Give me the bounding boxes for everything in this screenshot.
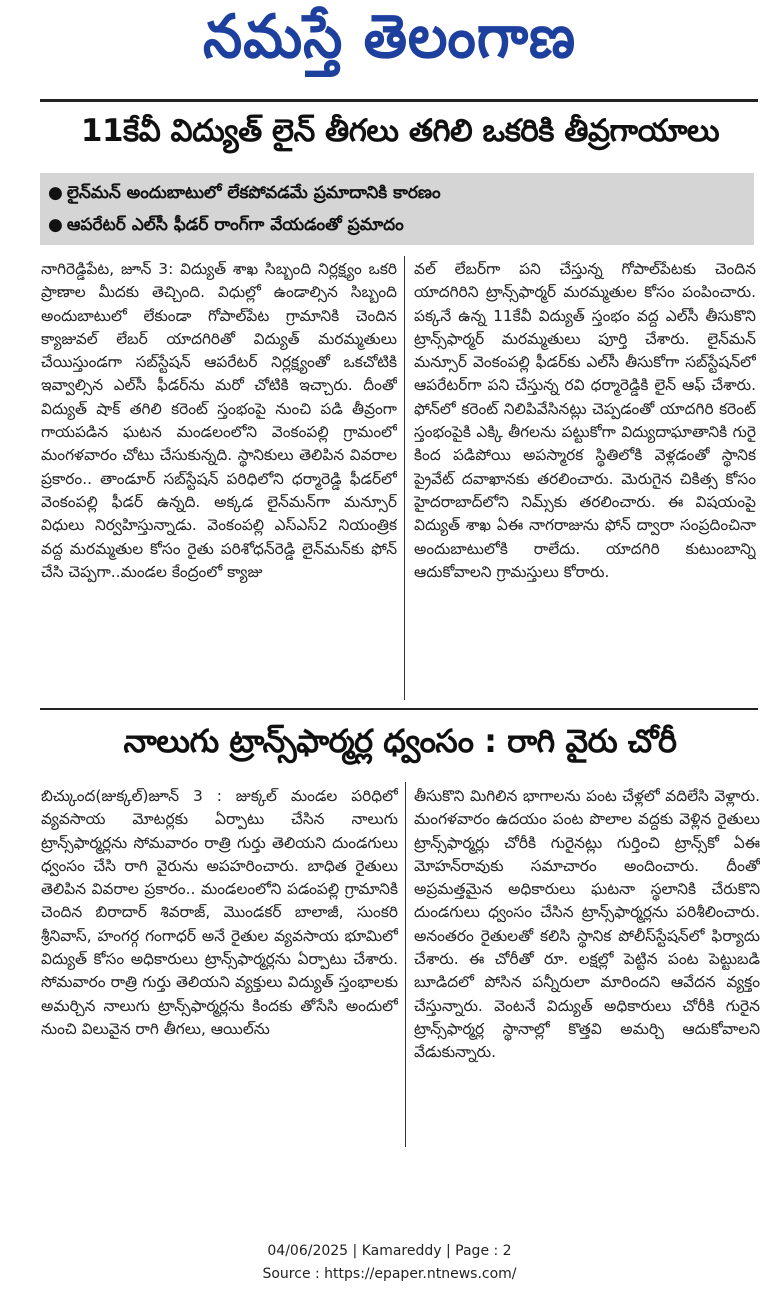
footer-source-link[interactable]: Source : https://epaper.ntnews.com/ xyxy=(262,1266,517,1282)
article1-column-1: నాగిరెడ్డిపేట, జూన్ 3: విద్యుత్ శాఖ సిబ్బంది నిర్లక్ష్యం ఒకరి ప్రాణాల మీదకు తెచ్చింది. విధుల్లో ఉండాల్సిన సిబ్బంది అందుబాటులో లేకుండా గోపాల్‌పేట గ్రామానికి చెందిన క్యాజువల్ లేబర్ యాదగిరితో విద్యుత్ మరమ్మతులు చేయిస్తుండగా సబ్‌స్టేషన్ ఆపరేటర్ నిర్లక్ష్యంతో ఒకచోటికి ఇవ్వాల్సిన ఎల్‌సీ ఫీడర్‌ను మరో చోటికి ఇచ్చారు. దీంతో విద్యుత్ షాక్ తగిలి కరెంట్ స్తంభంపై నుంచి పడి తీవ్రంగా గాయపడిన ఘటన మండలంలోని వెంకంపల్లి గ్రామంలో మంగళవారం చోటు చేసుకున్నది. స్థానికులు తెలిపిన వివరాల ప్రకారం.. తాండూర్ సబ్‌స్టేషన్ పరిధిలోని ధర్మారెడ్డి ఫీడర్‌లో వెంకంపల్లి ఫీడర్ ఉన్నది. అక్కడ లైన్‌మన్‌గా మన్సూర్ విధులు నిర్వహిస్తున్నాడు. వెంకంపల్లి ఎస్‌ఎస్2 నియంత్రిక వద్ద మరమ్మతుల కోసం రైతు పరిశోధన్‌రెడ్డి లైన్‌మన్‌కు ఫోన్ చేసి చెప్పగా..మండల కేంద్రంలో క్యాజు xyxy=(41,260,397,581)
bullet-icon: ● xyxy=(48,215,63,235)
column-divider xyxy=(405,782,406,1147)
article2-headline: నాలుగు ట్రాన్స్‌ఫార్మర్ల ధ్వంసం : రాగి వైరు చోరీ xyxy=(123,722,677,760)
article1-headline: 11కేవీ విద్యుత్ లైన్ తీగలు తగిలి ఒకరికి తీవ్రగాయాలు xyxy=(80,112,720,149)
bullet-icon: ● xyxy=(48,183,63,203)
section-divider xyxy=(40,708,758,710)
article1-kicker-2: ● ఆపరేటర్ ఎల్‌సీ ఫీడర్ రాంగ్‌గా వేయడంతో ప్రమాదం xyxy=(48,215,404,235)
article1-kicker-1: ● లైన్‌మన్ అందుబాటులో లేకపోవడమే ప్రమాదానికి కారణం xyxy=(48,183,441,203)
newspaper-masthead xyxy=(0,0,779,88)
article1-kicker-box xyxy=(40,173,754,245)
masthead-title: నమస్తే తెలంగాణ xyxy=(202,2,576,72)
article2-column-1: బిచ్కుంద(జుక్కల్)జూన్ 3 : జుక్కల్ మండల పరిధిలో వ్యవసాయ మోటర్లకు ఏర్పాటు చేసిన నాలుగు ట్రాన్స్‌ఫార్మర్లను సోమవారం రాత్రి గుర్తు తెలియని దుండగులు ధ్వంసం చేసి రాగి వైరును అపహరించారు. బాధిత రైతులు తెలిపిన వివరాల ప్రకారం.. మండలంలోని పడంపల్లి గ్రామానికి చెందిన బిరాదార్ శివరాజ్, మొండకర్ బాలాజీ, సుంకరి శ్రీనివాస్, హంగర్గ గంగాధర్ అనే రైతుల వ్యవసాయ భూమిలో విద్యుత్ కోసం అధికారులు ట్రాన్స్‌ఫార్మర్లను ఏర్పాటు చేశారు. సోమవారం రాత్రి గుర్తు తెలియని వ్యక్తులు విద్యుత్ స్తంభాలకు అమర్చిన నాలుగు ట్రాన్స్‌ఫార్మర్లను కిందకు తోసేసి అందులో నుంచి విలువైన రాగి తీగలు, ఆయిల్‌ను xyxy=(41,787,398,1038)
article1-column-2: వల్ లేబర్‌గా పని చేస్తున్న గోపాల్‌పేటకు చెందిన యాదగిరిని ట్రాన్స్‌ఫార్మర్ మరమ్మతుల కోసం పంపించారు. పక్కనే ఉన్న 11కేవీ విద్యుత్ స్తంభం వద్ద ఎల్‌సీ తీసుకొని ట్రాన్స్‌ఫార్మర్ మరమ్మతులు పూర్తి చేశారు. లైన్‌మన్ మన్సూర్ వెంకంపల్లి ఫీడర్‌కు ఎల్‌సీ తీసుకోగా సబ్‌స్టేషన్‌లో ఆపరేటర్‌గా పని చేస్తున్న రవి ధర్మారెడ్డికి లైన్ ఆఫ్ చేశారు. ఫోన్‌లో కరెంట్ నిలిపివేసినట్లు చెప్పడంతో యాదగిరి కరెంట్ స్తంభంపైకి ఎక్కి తీగలను పట్టుకోగా విద్యుదాఘాతానికి గురై కింద పడిపోయి అపస్మారక స్థితిలోకి వెళ్లడంతో స్థానిక ప్రైవేట్ దవాఖానకు తరలించారు. మెరుగైన చికిత్స కోసం హైదరాబాద్‌లోని నిమ్స్‌కు తరలించారు. ఈ విషయంపై విద్యుత్ శాఖ ఏఈ నాగరాజును ఫోన్ ద్వారా సంప్రదించినా అందుబాటులోకి రాలేదు. యాదగిరి కుటుంబాన్ని ఆదుకోవాలని గ్రామస్తులు కోరారు. xyxy=(414,260,756,581)
column-divider xyxy=(404,256,405,700)
footer-edition-info: 04/06/2025 | Kamareddy | Page : 2 xyxy=(267,1243,512,1259)
top-divider xyxy=(40,99,758,102)
article2-column-2: తీసుకొని మిగిలిన భాగాలను పంట చేళ్లలో వదిలేసి వెళ్లారు. మంగళవారం ఉదయం పంట పొలాల వద్దకు వెళ్లిన రైతులు ట్రాన్స్‌ఫార్మర్లు చోరీకి గురైనట్లు గుర్తించి ట్రాన్స్‌కో ఏఈ మోహన్‌రావుకు సమాచారం అందించారు. దీంతో అప్రమత్తమైన అధికారులు ఘటనా స్థలానికి చేరుకొని దుండగులు ధ్వంసం చేసిన ట్రాన్స్‌ఫార్మర్లను పరిశీలించారు. అనంతరం రైతులతో కలిసి స్థానిక పోలీస్‌స్టేషన్‌లో ఫిర్యాదు చేశారు. ఈ చోరీతో రూ. లక్షల్లో పెట్టిన పంట పెట్టుబడి బూడిదలో పోసిన పన్నీరులా మారిందని ఆవేదన వ్యక్తం చేస్తున్నారు. వెంటనే విద్యుత్ అధికారులు చోరీకి గురైన ట్రాన్స్‌ఫార్మర్ల స్థానాల్లో కొత్తవి అమర్చి ఆదుకోవాలని వేడుకున్నారు. xyxy=(414,787,760,1062)
